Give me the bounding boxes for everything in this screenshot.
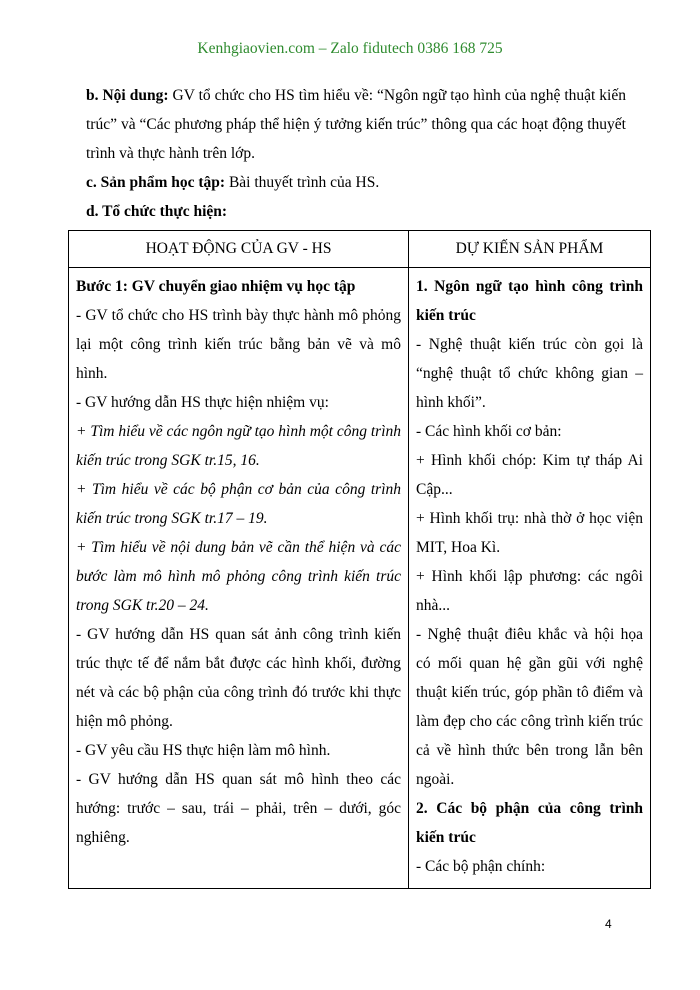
activity-item: - GV hướng dẫn HS thực hiện nhiệm vụ: — [76, 394, 329, 411]
header-contact: Zalo fidutech 0386 168 725 — [330, 40, 503, 57]
organization-label: d. Tổ chức thực hiện: — [86, 203, 228, 220]
product-item: - Các hình khối cơ bản: — [416, 423, 562, 440]
activity-table — [68, 230, 651, 889]
section-heading: 1. Ngôn ngữ tạo hình công trình kiến trúc — [416, 278, 643, 324]
product-item: + Hình khối chóp: Kim tự tháp Ai Cập... — [416, 452, 643, 498]
product-item: + Hình khối lập phương: các ngôi nhà... — [416, 568, 643, 614]
step-title: Bước 1: GV chuyển giao nhiệm vụ học tập — [76, 278, 356, 295]
table-header-row — [69, 231, 651, 268]
product-item: - Các bộ phận chính: — [416, 858, 546, 875]
content-text: GV tổ chức cho HS tìm hiểu về: “Ngôn ngữ tạo hình của nghệ thuật kiến trúc” và “Các phương pháp thể hiện ý tưởng kiến trúc” thông qua các hoạt động thuyết trình và thực hành trên lớp. — [86, 87, 626, 162]
product-item: - Nghệ thuật điêu khắc và hội họa có mối quan hệ gần gũi với nghệ thuật kiến trúc, góp phần tô điểm và làm đẹp cho các công trình kiến trúc cả về hình thức bên trong lẫn bên ngoài. — [416, 626, 643, 788]
section-heading: 2. Các bộ phận của công trình kiến trúc — [416, 800, 643, 846]
header-expected-products: DỰ KIẾN SẢN PHẨM — [409, 231, 651, 268]
product-text: Bài thuyết trình của HS. — [225, 174, 380, 191]
header-separator: – — [314, 40, 331, 57]
activity-item: - GV tổ chức cho HS trình bày thực hành mô phỏng lại một công trình kiến trúc bằng bản vẽ và mô hình. — [76, 307, 401, 382]
page-number: 4 — [605, 917, 612, 931]
product-item: - Nghệ thuật kiến trúc còn gọi là “nghệ thuật tổ chức không gian – hình khối”. — [416, 336, 643, 411]
product-paragraph — [86, 168, 626, 197]
activities-cell — [69, 268, 409, 889]
activity-item: - GV yêu cầu HS thực hiện làm mô hình. — [76, 742, 331, 759]
header-site-link[interactable]: Kenhgiaovien.com — [197, 40, 315, 57]
activity-item: - GV hướng dẫn HS quan sát ảnh công trình kiến trúc thực tế để nắm bắt được các hình khối, đường nét và các bộ phận của công trình đó trước khi thực hiện mô phỏng. — [76, 626, 401, 730]
content-paragraph — [86, 81, 626, 168]
intro-section — [86, 81, 626, 226]
products-cell — [409, 268, 651, 889]
table-row — [69, 268, 651, 889]
organization-paragraph — [86, 197, 626, 226]
product-item: + Hình khối trụ: nhà thờ ở học viện MIT, Hoa Kì. — [416, 510, 643, 556]
content-label: b. Nội dung: — [86, 87, 169, 104]
product-label: c. Sản phẩm học tập: — [86, 174, 226, 191]
task-item: + Tìm hiểu về nội dung bản vẽ cần thể hiện và các bước làm mô hình mô phỏng công trình kiến trúc trong SGK tr.20 – 24. — [76, 539, 401, 614]
page-header — [0, 40, 700, 58]
header-activities: HOẠT ĐỘNG CỦA GV - HS — [69, 231, 409, 268]
activity-item: - GV hướng dẫn HS quan sát mô hình theo các hướng: trước – sau, trái – phải, trên – dưới, góc nghiêng. — [76, 771, 401, 846]
task-item: + Tìm hiểu về các bộ phận cơ bản của công trình kiến trúc trong SGK tr.17 – 19. — [76, 481, 401, 527]
task-item: + Tìm hiểu về các ngôn ngữ tạo hình một công trình kiến trúc trong SGK tr.15, 16. — [76, 423, 402, 469]
